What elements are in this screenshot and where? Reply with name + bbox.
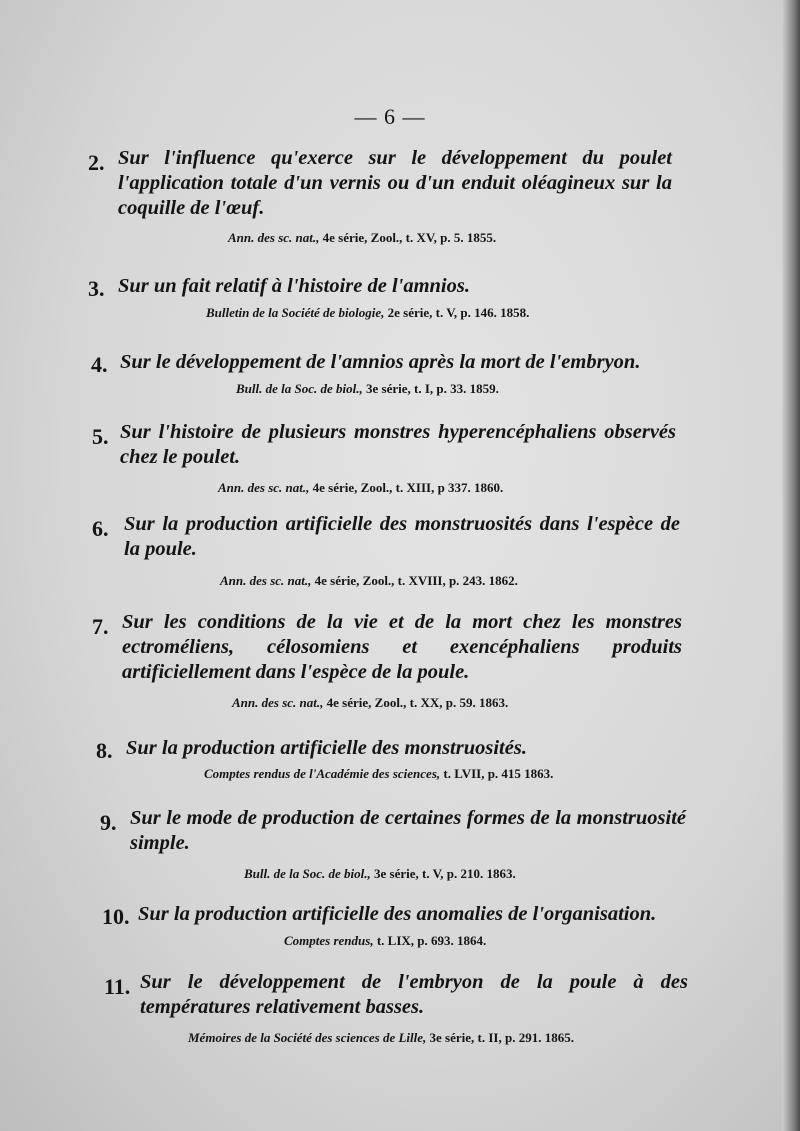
- entry-reference: [228, 230, 496, 246]
- entry-reference: [236, 381, 499, 397]
- reference-details: t. LIX, p. 693. 1864.: [376, 933, 487, 948]
- entry-reference: [220, 573, 518, 589]
- reference-details: 2e série, t. V, p. 146. 1858.: [387, 305, 530, 320]
- entry-reference: [232, 695, 508, 711]
- entry-title: Sur l'influence qu'exerce sur le développement du poulet l'application totale d'un vernis ou d'un enduit oléagineux sur la coquille de l'œuf.: [118, 147, 672, 219]
- reference-source: Mémoires de la Société des sciences de Lille,: [188, 1030, 427, 1045]
- reference-source: Bulletin de la Société de biologie,: [206, 305, 385, 320]
- entry-title: Sur le développement de l'amnios après la mort de l'embryon.: [120, 351, 641, 373]
- reference-source: Ann. des sc. nat.,: [220, 573, 312, 588]
- reference-details: 4e série, Zool., t. XVIII, p. 243. 1862.: [314, 573, 518, 588]
- entry-title: Sur un fait relatif à l'histoire de l'amnios.: [118, 275, 470, 297]
- reference-source: Ann. des sc. nat.,: [232, 695, 324, 710]
- entry-title: Sur les conditions de la vie et de la mort chez les monstres ectroméliens, célosomiens et exencéphaliens produits artificiellement dans l'espèce de la poule.: [122, 611, 682, 683]
- reference-details: 4e série, Zool., t. XIII, p 337. 1860.: [312, 480, 504, 495]
- reference-source: Comptes rendus de l'Académie des sciences,: [204, 766, 441, 781]
- page-number: — 6 —: [354, 104, 426, 129]
- entry-title: Sur le développement de l'embryon de la poule à des températures relativement basses.: [140, 971, 688, 1018]
- reference-details: t. LVII, p. 415 1863.: [443, 766, 554, 781]
- entry-number: 5.: [92, 424, 109, 449]
- entry-number: 6.: [92, 516, 109, 541]
- entry-title: Sur l'histoire de plusieurs monstres hyperencéphaliens observés chez le poulet.: [120, 421, 676, 468]
- entry-title: Sur la production artificielle des anomalies de l'organisation.: [138, 903, 657, 925]
- entry-title: Sur le mode de production de certaines formes de la monstruosité simple.: [130, 807, 686, 854]
- entry-number: 11.: [104, 974, 131, 999]
- entry-number: 8.: [96, 738, 113, 763]
- reference-source: Bull. de la Soc. de biol.,: [236, 381, 363, 396]
- entry-reference: [284, 933, 486, 949]
- reference-details: 3e série, t. I, p. 33. 1859.: [366, 381, 499, 396]
- entry-reference: [244, 866, 516, 882]
- entry-number: 3.: [88, 276, 105, 301]
- reference-source: Comptes rendus,: [284, 933, 374, 948]
- entry-reference: [218, 480, 503, 496]
- entry-title: Sur la production artificielle des monstruosités.: [126, 737, 527, 759]
- entry-reference: [206, 305, 529, 321]
- reference-source: Ann. des sc. nat.,: [228, 230, 320, 245]
- entry-number: 4.: [91, 352, 108, 377]
- entry-reference: [188, 1030, 574, 1046]
- entry-number: 9.: [100, 810, 117, 835]
- entry-number: 2.: [88, 150, 105, 175]
- reference-details: 4e série, Zool., t. XX, p. 59. 1863.: [326, 695, 509, 710]
- reference-source: Bull. de la Soc. de biol.,: [244, 866, 371, 881]
- reference-details: 3e série, t. II, p. 291. 1865.: [429, 1030, 574, 1045]
- entry-reference: [204, 766, 553, 782]
- entry-number: 7.: [92, 614, 109, 639]
- entry-title: Sur la production artificielle des monstruosités dans l'espèce de la poule.: [124, 513, 680, 560]
- page-edge-shadow: [782, 0, 800, 1131]
- reference-details: 4e série, Zool., t. XV, p. 5. 1855.: [322, 230, 497, 245]
- entry-number: 10.: [102, 904, 130, 929]
- reference-source: Ann. des sc. nat.,: [218, 480, 310, 495]
- reference-details: 3e série, t. V, p. 210. 1863.: [374, 866, 516, 881]
